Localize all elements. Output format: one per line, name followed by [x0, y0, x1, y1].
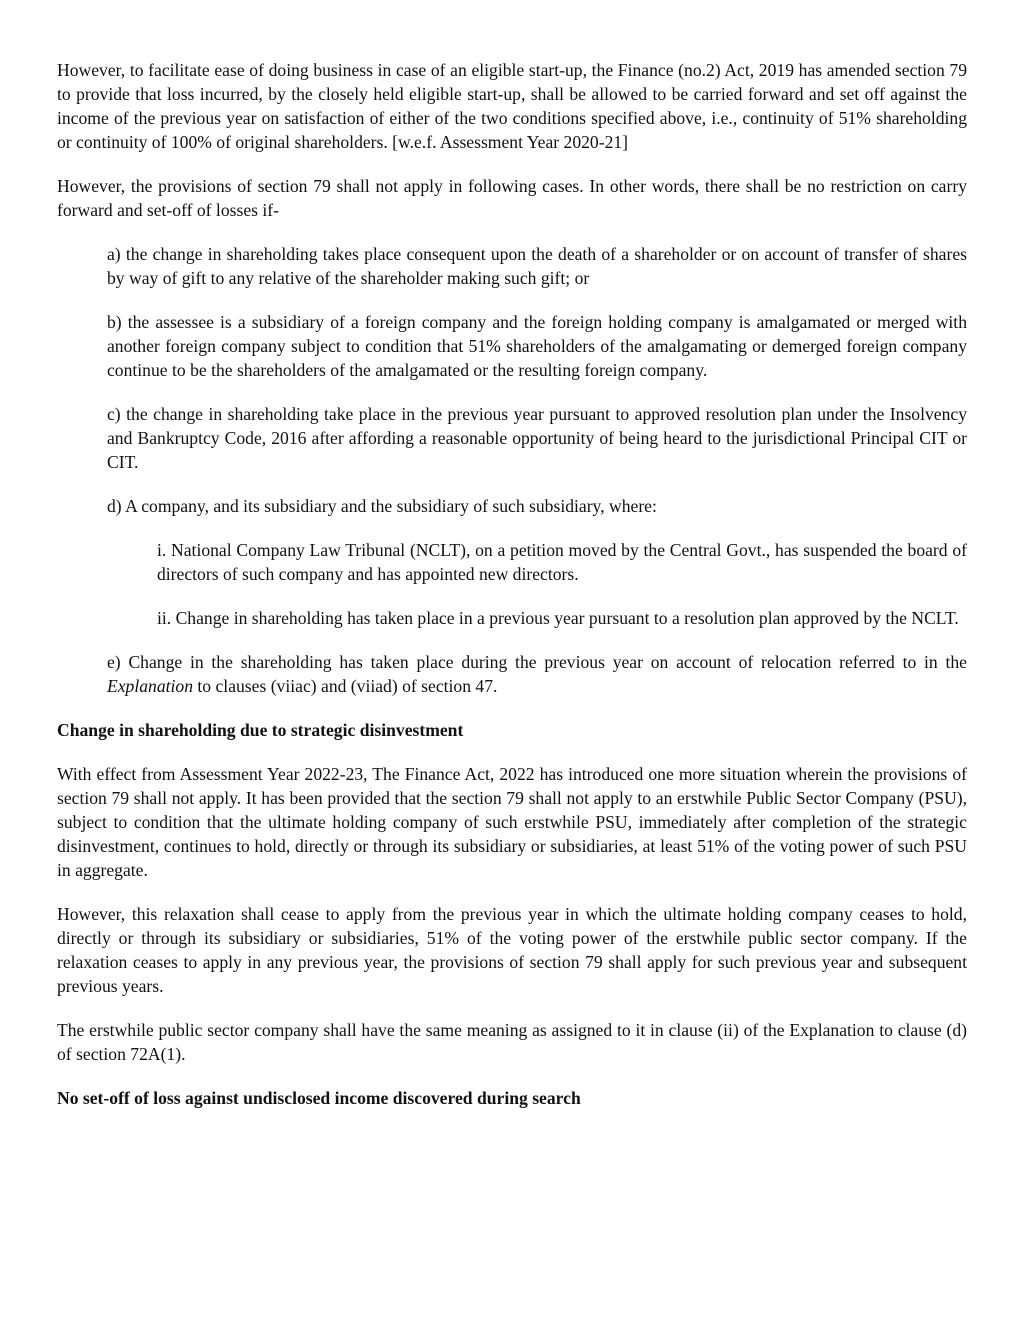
exception-item-d-i: i. National Company Law Tribunal (NCLT), on a petition moved by the Central Govt., has suspended the board of directors of such company and has appointed new directors.: [157, 540, 967, 584]
paragraph-exceptions-intro: However, the provisions of section 79 shall not apply in following cases. In other words, there shall be no restriction on carry forward and set-off of losses if-: [57, 176, 967, 220]
exception-item-a: a) the change in shareholding takes place consequent upon the death of a shareholder or on account of transfer of shares by way of gift to any relative of the shareholder making such gift; or: [107, 244, 967, 288]
exception-item-b: b) the assessee is a subsidiary of a foreign company and the foreign holding company is amalgamated or merged with another foreign company subject to condition that 51% shareholders of the amalgamating or demerged foreign company continue to be the shareholders of the amalgamated or the resulting foreign company.: [107, 312, 967, 380]
paragraph-disinvestment-rule: With effect from Assessment Year 2022-23, The Finance Act, 2022 has introduced one more situation wherein the provisions of section 79 shall not apply. It has been provided that the section 79 shall not apply to an erstwhile Public Sector Company (PSU), subject to condition that the ultimate holding company of such erstwhile PSU, immediately after completion of the strategic disinvestment, continues to hold, directly or through its subsidiary or subsidiaries, at least 51% of the voting power of such PSU in aggregate.: [57, 764, 967, 880]
paragraph-erstwhile-psu-definition: The erstwhile public sector company shall have the same meaning as assigned to it in clause (ii) of the Explanation to clause (d) of section 72A(1).: [57, 1020, 967, 1064]
section-heading-no-set-off: No set-off of loss against undisclosed income discovered during search: [57, 1088, 581, 1108]
exception-item-c: c) the change in shareholding take place in the previous year pursuant to approved resolution plan under the Insolvency and Bankruptcy Code, 2016 after affording a reasonable opportunity of being heard to the jurisdictional Principal CIT or CIT.: [107, 404, 967, 472]
paragraph-relaxation-cessation: However, this relaxation shall cease to apply from the previous year in which the ultimate holding company ceases to hold, directly or through its subsidiary or subsidiaries, 51% of the voting power of the erstwhile public sector company. If the relaxation ceases to apply in any previous year, the provisions of section 79 shall apply for such previous year and subsequent previous years.: [57, 904, 967, 996]
exception-item-e-explanation: Explanation: [107, 676, 194, 696]
section-heading-strategic-disinvestment: Change in shareholding due to strategic disinvestment: [57, 720, 464, 740]
paragraph-startup-amendment: However, to facilitate ease of doing business in case of an eligible start-up, the Finance (no.2) Act, 2019 has amended section 79 to provide that loss incurred, by the closely held eligible start-up, shall be allowed to be carried forward and set off against the income of the previous year on satisfaction of either of the two conditions specified above, i.e., continuity of 51% shareholding or continuity of 100% of original shareholders. [w.e.f. Assessment Year 2020-21]: [57, 60, 967, 152]
exception-item-e-text-end: to clauses (viiac) and (viiad) of section 47.: [193, 676, 498, 696]
exception-item-d-ii: ii. Change in shareholding has taken place in a previous year pursuant to a resolution plan approved by the NCLT.: [157, 608, 959, 628]
exception-item-e: [107, 650, 967, 698]
exception-item-e-text-start: e) Change in the shareholding has taken place during the previous year on account of relocation referred to in the: [107, 652, 967, 672]
exception-item-d: d) A company, and its subsidiary and the subsidiary of such subsidiary, where:: [107, 496, 657, 516]
